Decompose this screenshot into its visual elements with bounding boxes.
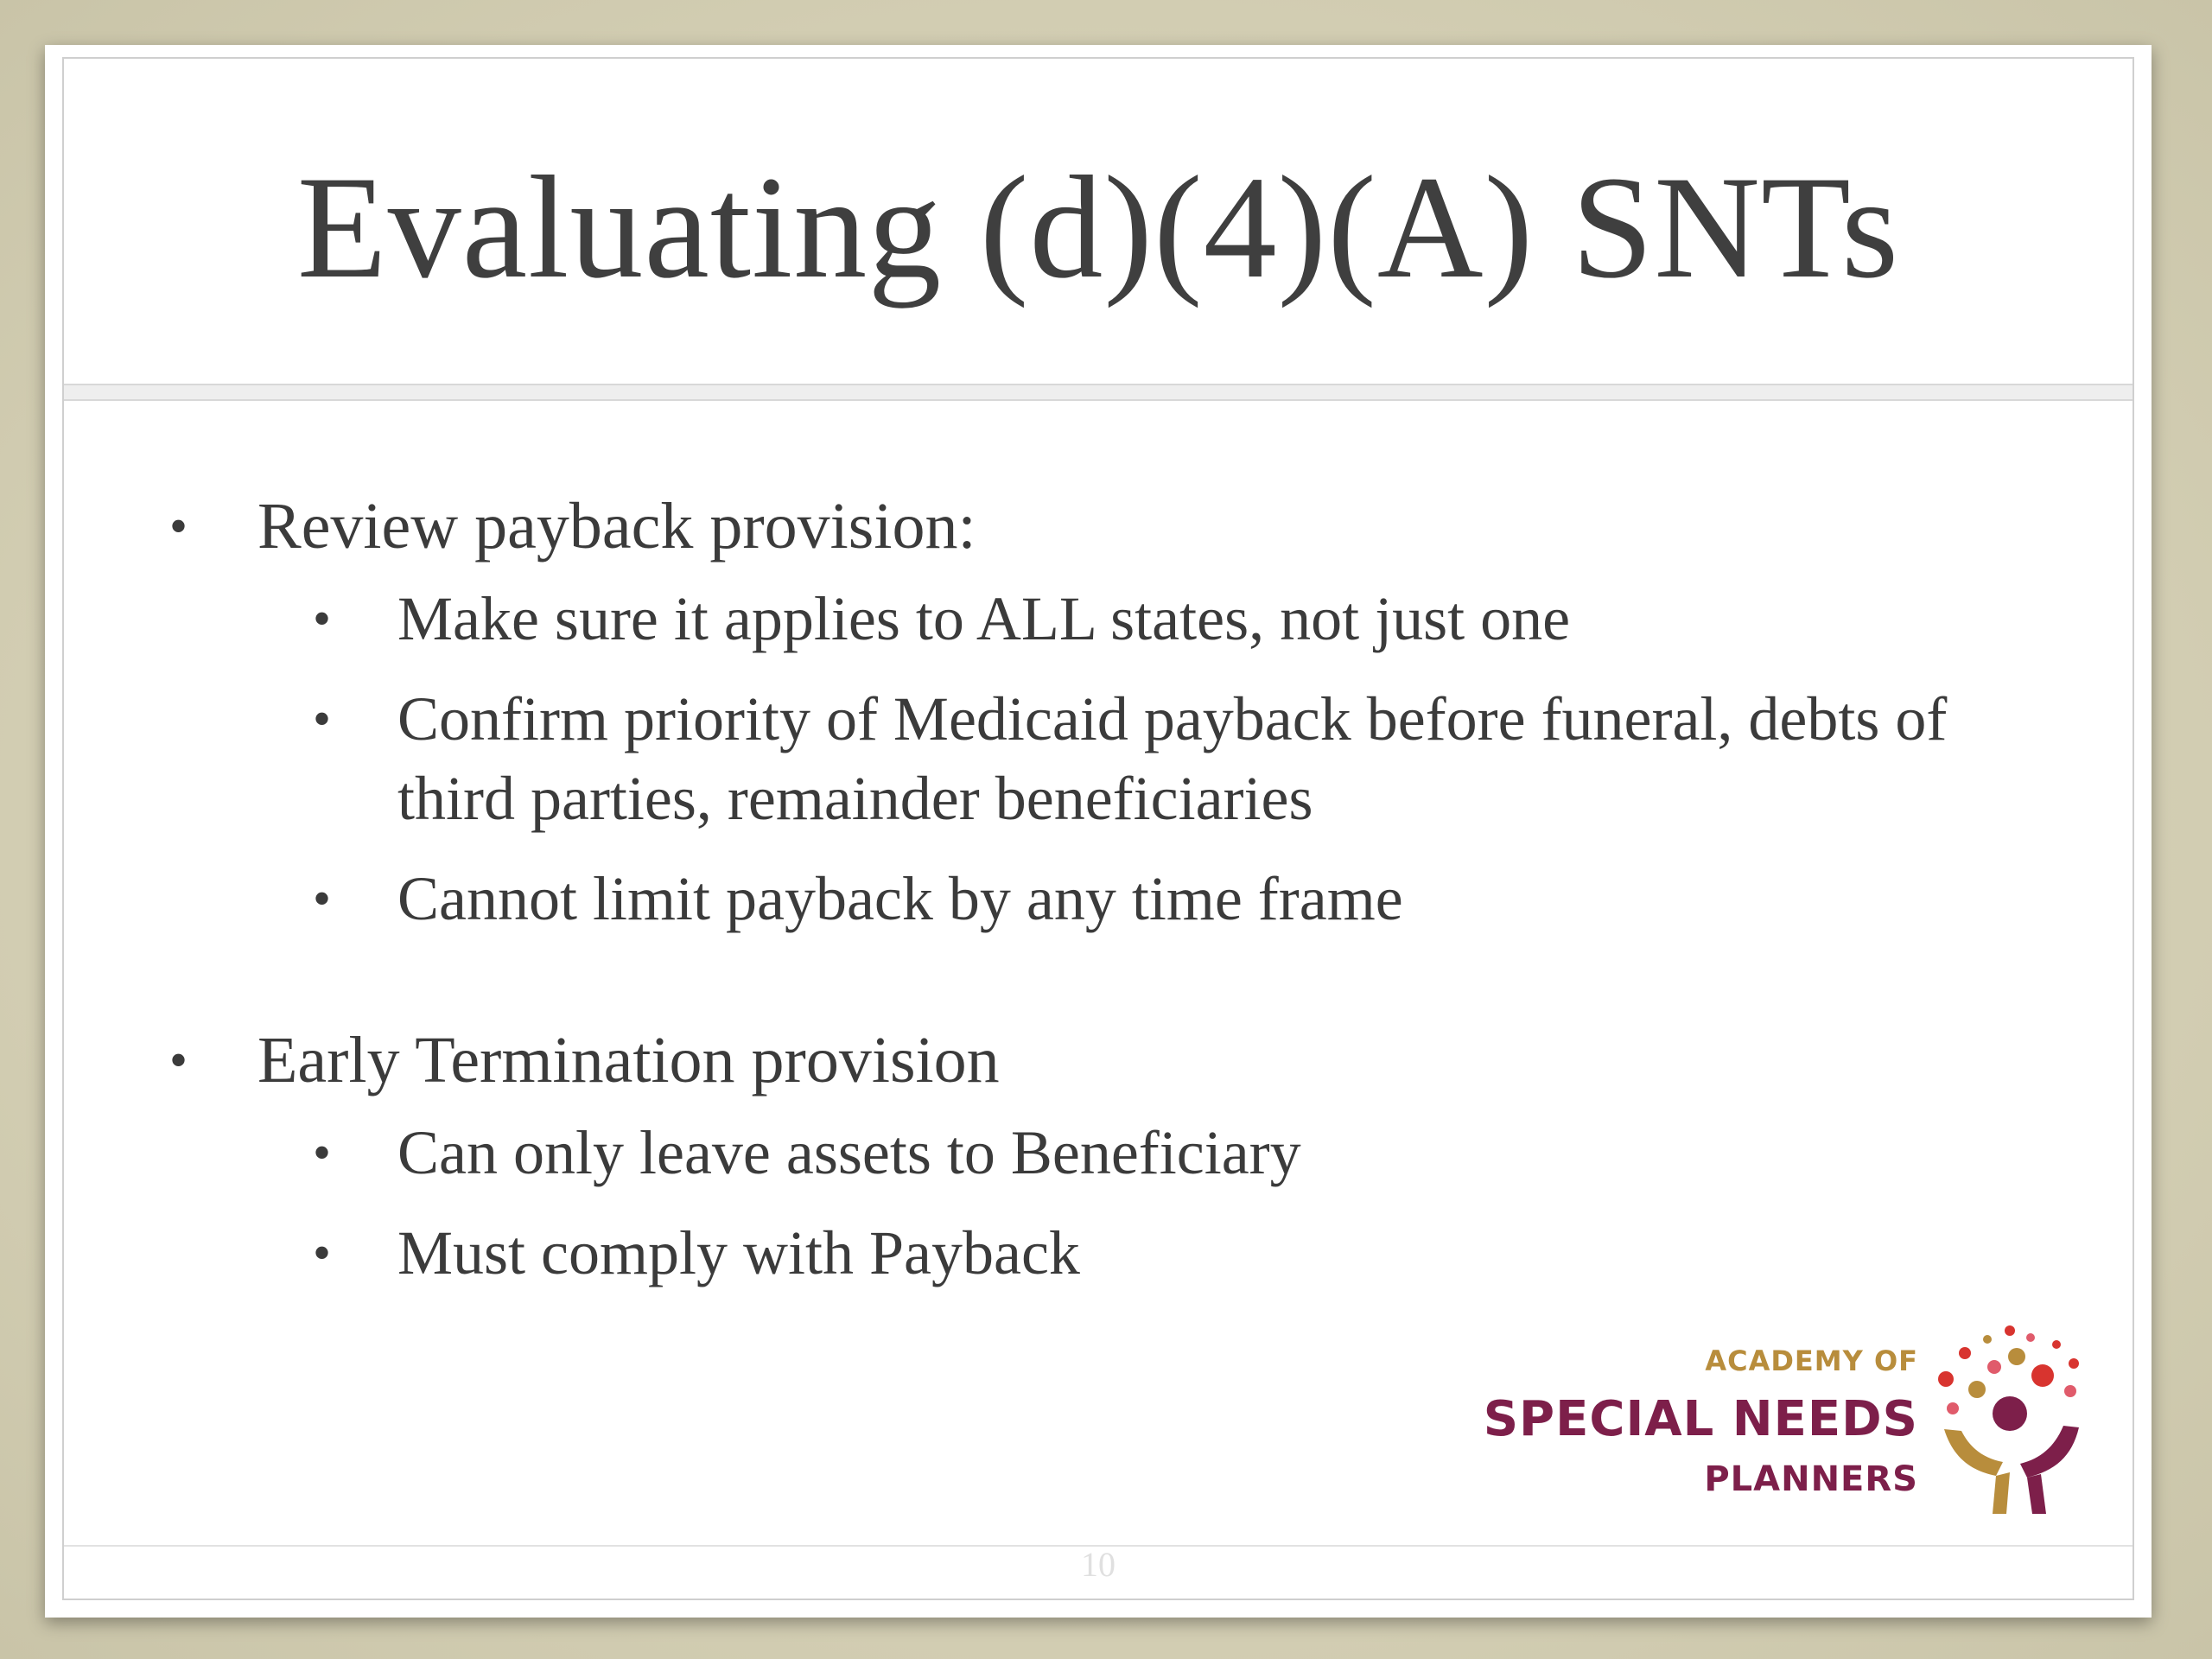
title-area <box>64 59 2133 427</box>
section-heading-text: Review payback provision: <box>257 490 976 563</box>
bullet-icon: • <box>313 690 332 747</box>
bullet-icon: • <box>169 1032 188 1089</box>
section-heading <box>130 1020 1987 1101</box>
bullet-item <box>130 1213 1987 1293</box>
logo-line-special-needs: SPECIAL NEEDS <box>1483 1391 1918 1447</box>
section-gap <box>130 959 1987 1020</box>
academy-logo <box>1434 1319 2091 1517</box>
bullet-icon: • <box>313 1124 332 1181</box>
bullet-item-text: Must comply with Payback <box>397 1218 1080 1287</box>
slide-number: 10 <box>1081 1545 1116 1584</box>
section-heading <box>130 486 1987 567</box>
bullet-item-text: Can only leave assets to Beneficiary <box>397 1118 1301 1187</box>
bullet-icon: • <box>169 498 188 555</box>
bullet-icon: • <box>313 1224 332 1281</box>
section-heading-text: Early Termination provision <box>257 1024 1000 1096</box>
bullet-content <box>130 486 1987 1313</box>
bullet-item <box>130 1113 1987 1192</box>
bullet-item-text: Make sure it applies to ALL states, not just one <box>397 584 1571 653</box>
bullet-icon: • <box>313 870 332 927</box>
slide-title: Evaluating (d)(4)(A) SNTs <box>296 145 1900 308</box>
bullet-item-text: Confirm priority of Medicaid payback before funeral, debts of third parties, remainder beneficiaries <box>397 684 1948 833</box>
bullet-item <box>130 679 1987 838</box>
logo-line-academy: ACADEMY OF <box>1705 1344 1918 1377</box>
bullet-item-text: Cannot limit payback by any time frame <box>397 864 1403 933</box>
hands-dots-logo-icon <box>1927 1319 2091 1517</box>
bullet-item <box>130 579 1987 658</box>
bullet-item <box>130 859 1987 938</box>
title-divider <box>64 384 2133 401</box>
logo-wordmark <box>1469 1319 1918 1499</box>
slide <box>45 45 2152 1618</box>
bullet-icon: • <box>313 590 332 647</box>
logo-line-planners: PLANNERS <box>1704 1459 1918 1499</box>
